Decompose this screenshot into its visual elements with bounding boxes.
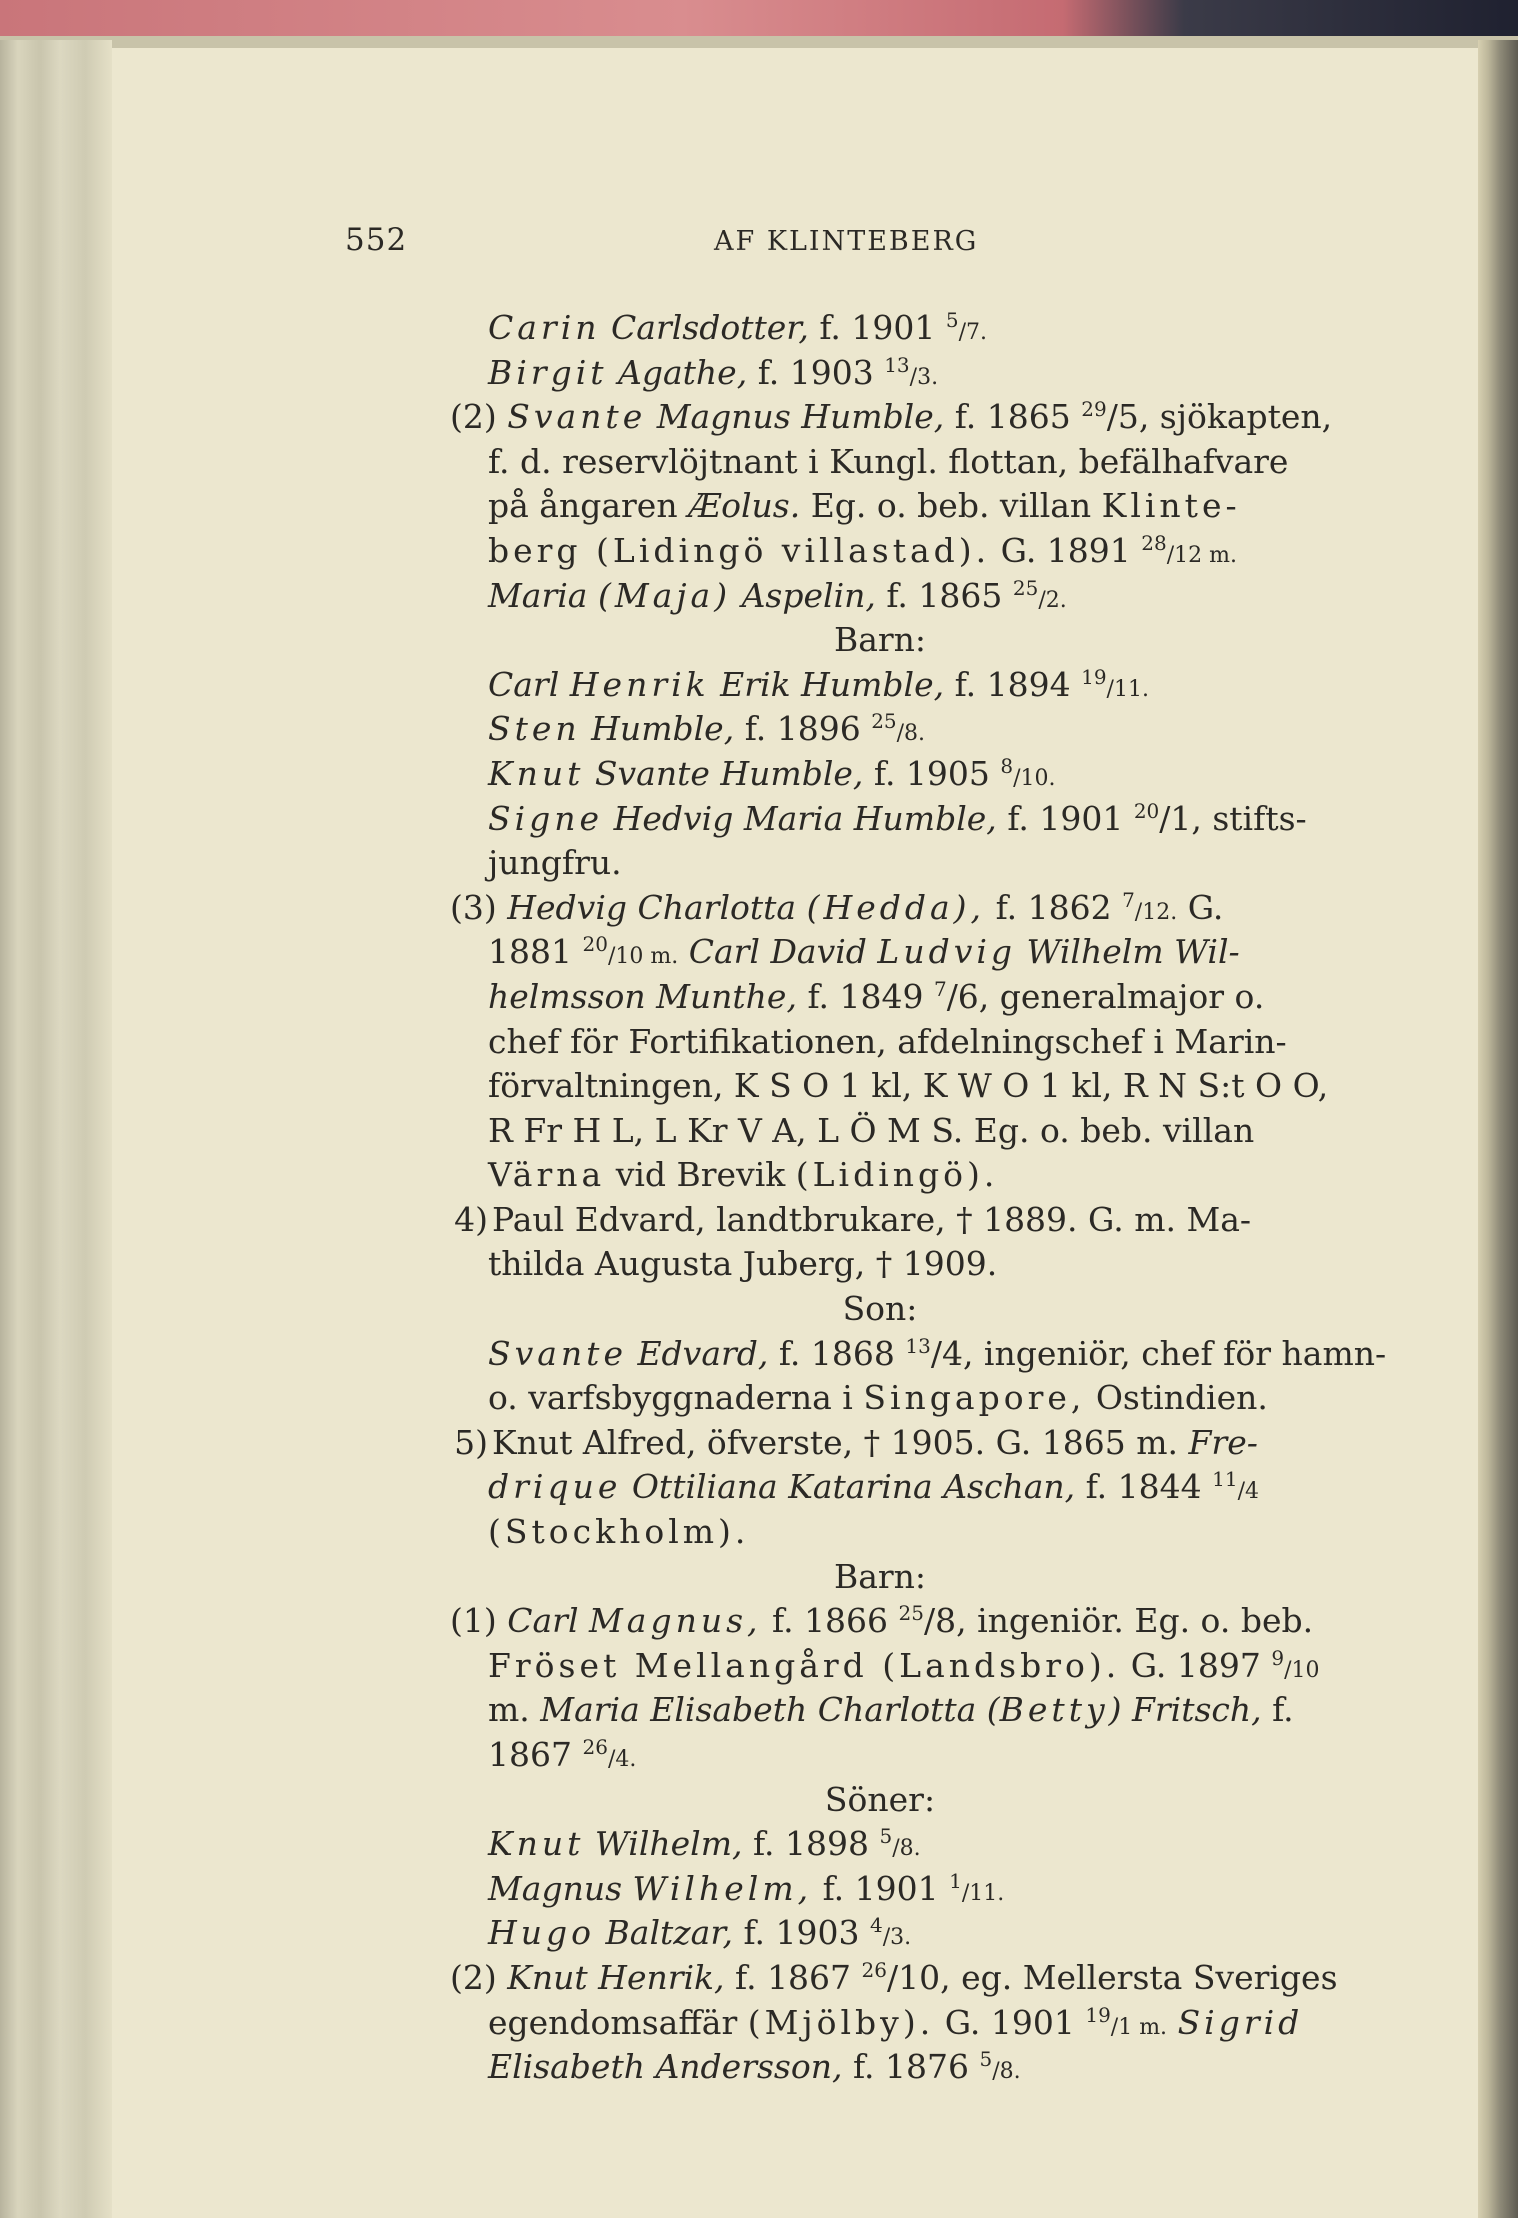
- section-heading: Barn:: [833, 1556, 927, 1596]
- text-line: 1867 $^{26}$/4.: [488, 1735, 637, 1774]
- book-right-edge: [1478, 40, 1518, 2218]
- text-line: Svante Edvard, f. 1868 $^{13}$/4, ingeniör, chef för hamn-: [488, 1333, 1387, 1373]
- text-line: Maria (Maja) Aspelin, f. 1865 $^{25}$/2.: [488, 575, 1067, 615]
- text-line: Elisabeth Andersson, f. 1876 $^5$/8.: [488, 2047, 1021, 2087]
- text-line: på ångaren Æolus. Eg. o. beb. villan Klinte-: [488, 486, 1241, 526]
- text-line: förvaltningen, K S O 1 kl, K W O 1 kl, R N S:t O O,: [488, 1066, 1329, 1106]
- text-line: (Stockholm).: [488, 1512, 750, 1552]
- text-line: Värna vid Brevik (Lidingö).: [488, 1155, 999, 1195]
- text-line: 4) Paul Edvard, landtbrukare, † 1889. G. m. Ma-: [454, 1199, 1252, 1239]
- section-heading: Son:: [842, 1289, 918, 1329]
- text-line: (2) Knut Henrik, f. 1867 $^{26}$/10, eg. Mellersta Sveriges: [450, 1957, 1338, 1997]
- text-line: Sten Humble, f. 1896 $^{25}$/8.: [488, 709, 926, 749]
- page-body: [380, 306, 1387, 2090]
- text-line: berg (Lidingö villastad). G. 1891 $^{28}$/12 m.: [488, 530, 1238, 570]
- text-line: Carin Carlsdotter, f. 1901 $^5$/7.: [488, 308, 988, 347]
- text-line: o. varfsbyggnaderna i Singapore, Ostindien.: [488, 1378, 1268, 1418]
- book-gutter: [0, 40, 112, 2218]
- text-line: m. Maria Elisabeth Charlotta (Betty) Fritsch, f.: [488, 1690, 1294, 1730]
- text-line: Carl Henrik Erik Humble, f. 1894 $^{19}$/11.: [488, 664, 1149, 704]
- text-line: (3) Hedvig Charlotta (Hedda), f. 1862 $^7$/12. G.: [450, 887, 1224, 927]
- text-line: (2) Svante Magnus Humble, f. 1865 $^{29}$/5, sjökapten,: [450, 397, 1333, 437]
- text-line: chef för Fortifikationen, afdelningschef i Marin-: [488, 1021, 1287, 1061]
- text-line: Signe Hedvig Maria Humble, f. 1901 $^{20}$/1, stifts-: [488, 798, 1307, 838]
- text-line: Birgit Agathe, f. 1903 $^{13}$/3.: [488, 352, 939, 392]
- text-line: jungfru.: [488, 843, 622, 883]
- text-line: Knut Svante Humble, f. 1905 $^8$/10.: [488, 753, 1056, 793]
- text-line: thilda Augusta Juberg, † 1909.: [488, 1244, 998, 1284]
- text-line: 5) Knut Alfred, öfverste, † 1905. G. 1865 m. Fre-: [454, 1422, 1258, 1462]
- text-line: drique Ottiliana Katarina Aschan, f. 1844 $^{11}$/4: [488, 1467, 1260, 1507]
- text-line: Knut Wilhelm, f. 1898 $^5$/8.: [488, 1824, 921, 1864]
- section-heading: Söner:: [824, 1779, 936, 1819]
- page-number: 552: [345, 222, 408, 258]
- text-line: 1881 $^{20}$/10 m. Carl David Ludvig Wilhelm Wil-: [488, 932, 1240, 972]
- section-heading: Barn:: [833, 620, 927, 660]
- text-line: helmsson Munthe, f. 1849 $^7$/6, generalmajor o.: [488, 976, 1265, 1016]
- text-line: Fröset Mellangård (Landsbro). G. 1897 $^9$/10: [488, 1645, 1320, 1685]
- running-head: AF KLINTEBERG: [714, 226, 979, 257]
- text-line: egendomsaffär (Mjölby). G. 1901 $^{19}$/1 m. Sigrid: [488, 2002, 1304, 2042]
- text-line: f. d. reservlöjtnant i Kungl. flottan, befälhafvare: [488, 441, 1289, 481]
- text-line: Hugo Baltzar, f. 1903 $^4$/3.: [488, 1913, 912, 1953]
- page-header: [0, 222, 1518, 262]
- text-line: (1) Carl Magnus, f. 1866 $^{25}$/8, ingeniör. Eg. o. beb.: [450, 1601, 1314, 1641]
- text-line: R Fr H L, L Kr V A, L Ö M S. Eg. o. beb. villan: [488, 1110, 1255, 1150]
- text-line: Magnus Wilhelm, f. 1901 $^1$/11.: [488, 1868, 1005, 1908]
